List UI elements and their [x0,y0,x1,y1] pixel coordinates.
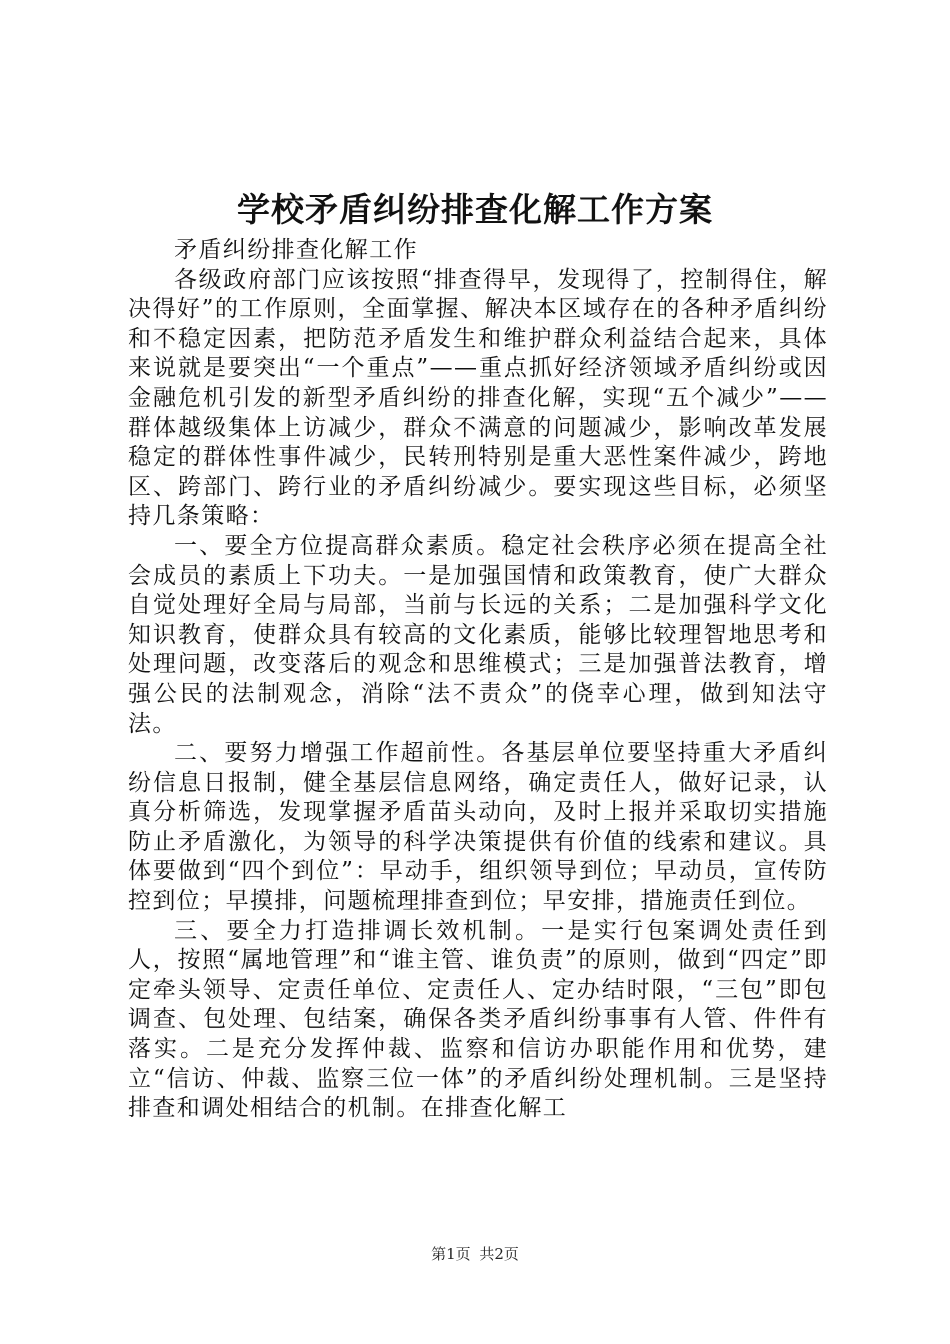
page-number-footer: 第1页 共2页 [431,1245,519,1263]
document-title: 学校矛盾纠纷排查化解工作方案 [237,190,713,229]
document-subtitle: 矛盾纠纷排查化解工作 [174,237,418,263]
paragraph-intro: 各级政府部门应该按照“排查得早，发现得了，控制得住，解决得好”的工作原则，全面掌握、解决本区域存在的各种矛盾纠纷和不稳定因素，把防范矛盾发生和维护群众利益结合起来，具体来说就是要突出“一个重点”——重点抓好经济领域矛盾纠纷或因金融危机引发的新型矛盾纠纷的排查化解，实现“五个减少”——群体越级集体上访减少，群众不满意的问题减少，影响改革发展稳定的群体性事件减少，民转刑特别是重大恶性案件减少，跨地区、跨部门、跨行业的矛盾纠纷减少。要实现这些目标，必须坚持几条策略： [128,266,828,530]
paragraph-strategy-2: 二、要努力增强工作超前性。各基层单位要坚持重大矛盾纠纷信息日报制，健全基层信息网络，确定责任人，做好记录，认真分析筛选，发现掌握矛盾苗头动向，及时上报并采取切实措施防止矛盾激化，为领导的科学决策提供有价值的线索和建议。具体要做到“四个到位”：早动手，组织领导到位；早动员，宣传防控到位；早摸排，问题梳理排查到位；早安排，措施责任到位。 [128,740,828,915]
paragraph-strategy-3: 三、要全力打造排调长效机制。一是实行包案调处责任到人，按照“属地管理”和“谁主管、谁负责”的原则，做到“四定”即定牵头领导、定责任单位、定责任人、定办结时限，“三包”即包调查、包处理、包结案，确保各类矛盾纠纷事事有人管、件件有落实。二是充分发挥仲裁、监察和信访办职能作用和优势，建立“信访、仲裁、监察三位一体”的矛盾纠纷处理机制。三是坚持排查和调处相结合的机制。在排查化解工 [128,917,828,1122]
paragraph-strategy-1: 一、要全方位提高群众素质。稳定社会秩序必须在提高全社会成员的素质上下功夫。一是加强国情和政策教育，使广大群众自觉处理好全局与局部，当前与长远的关系；二是加强科学文化知识教育，使群众具有较高的文化素质，能够比较理智地思考和处理问题，改变落后的观念和思维模式；三是加强普法教育，增强公民的法制观念，消除“法不责众”的侥幸心理，做到知法守法。 [128,532,828,737]
document-body [128,236,828,1124]
